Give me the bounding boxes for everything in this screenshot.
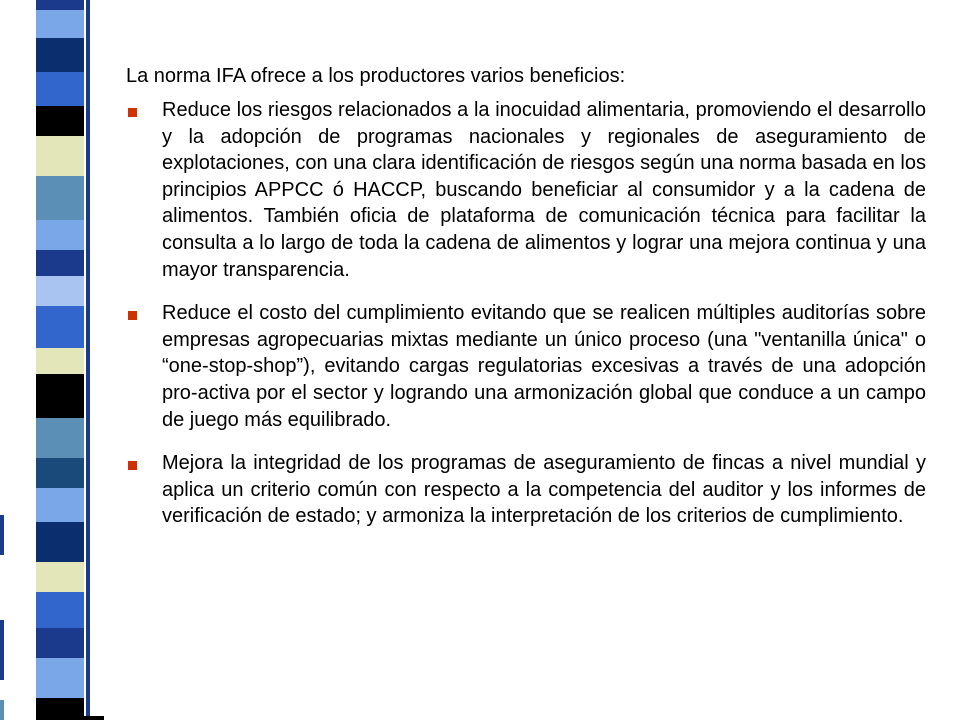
list-item — [126, 300, 926, 433]
intro-text: La norma IFA ofrece a los productores varios beneficios: — [126, 65, 626, 87]
stripe-segment — [36, 374, 84, 418]
stripe-segment — [36, 658, 84, 698]
decorative-stripe-bar — [0, 0, 104, 720]
stripe-segment — [36, 562, 84, 592]
stripe-segment — [36, 418, 84, 458]
stripe-segment — [36, 176, 84, 220]
list-item — [126, 450, 926, 530]
stripe-segment — [86, 0, 90, 720]
stripe-segment — [36, 458, 84, 488]
bullet-text: Mejora la integridad de los programas de aseguramiento de fincas a nivel mundial y aplica un criterio común con respecto a la competencia del auditor y los informes de verificación de estado; y armoniza la interpretación de los criterios de cumplimiento. — [162, 452, 926, 528]
stripe-segment — [36, 38, 84, 72]
stripe-segment — [0, 620, 4, 680]
bullet-square-icon — [128, 311, 137, 320]
bullet-text: Reduce el costo del cumplimiento evitando que se realicen múltiples auditorías sobre empresas agropecuarias mixtas mediante un único proceso (una "ventanilla única" o “one-stop-shop”), evitando cargas regulatorias excesivas a través de una adopción pro-activa por el sector y logrando una armonización global que conduce a un campo de juego más equilibrado. — [162, 302, 926, 431]
stripe-segment — [36, 592, 84, 628]
stripe-segment — [36, 522, 84, 562]
stripe-segment — [30, 0, 36, 720]
stripe-segment — [36, 306, 84, 348]
stripe-segment — [36, 136, 84, 176]
stripe-segment — [0, 515, 4, 555]
stripe-segment — [36, 0, 84, 10]
stripe-segment — [36, 220, 84, 250]
stripe-segment — [36, 348, 84, 374]
slide-content — [126, 62, 926, 530]
stripe-segment — [36, 72, 84, 106]
benefits-list — [126, 97, 926, 530]
stripe-segment — [36, 250, 84, 276]
stripe-segment — [0, 700, 4, 720]
stripe-segment — [84, 716, 104, 720]
stripe-segment — [36, 106, 84, 136]
stripe-segment — [36, 10, 84, 38]
bullet-square-icon — [128, 108, 137, 117]
list-item — [126, 97, 926, 283]
bullet-text: Reduce los riesgos relacionados a la inocuidad alimentaria, promoviendo el desarrollo y la adopción de programas nacionales y regionales de aseguramiento de explotaciones, con una clara identificación de riesgos según una norma basada en los principios APPCC ó HACCP, buscando beneficiar al consumidor y a la cadena de alimentos. También oficia de plataforma de comunicación técnica para facilitar la consulta a lo largo de toda la cadena de alimentos y lograr una mejora continua y una mayor transparencia. — [162, 99, 926, 281]
stripe-segment — [36, 628, 84, 658]
stripe-segment — [36, 698, 84, 720]
stripe-segment — [36, 488, 84, 522]
stripe-segment — [36, 276, 84, 306]
bullet-square-icon — [128, 461, 137, 470]
